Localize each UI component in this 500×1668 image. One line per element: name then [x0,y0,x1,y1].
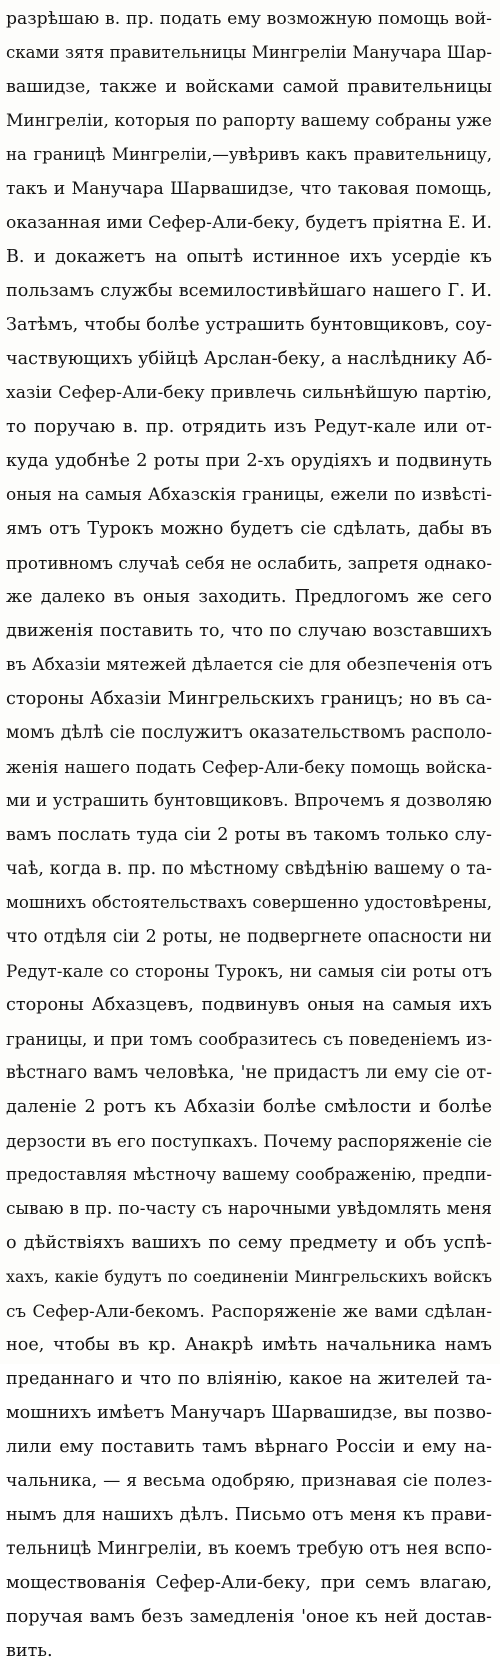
text-line: момъ дѣлѣ сіе послужитъ оказательствомъ располо- [6,723,492,743]
text-line: ми и устрашить бунтовщиковъ. Впрочемъ я дозволяю [6,791,492,811]
text-line: съ Сефер-Али-бекомъ. Распоряженіе же вами сдѣлан- [6,1301,492,1321]
text-line: хазіи Сефер-Али-беку привлечь сильнѣйшую партію, [6,383,492,403]
text-line: преданнаго и что по вліянію, какое на жителей та- [6,1369,492,1389]
text-line: лили ему поставить тамъ вѣрнаго Россіи и ему на- [6,1437,492,1457]
text-line: Мингреліи, которыя по рапорту вашему собраны уже [6,111,492,131]
text-line: оныя на самыя Абхазскія границы, ежели по извѣсті- [6,485,492,505]
text-line: стороны Абхазцевъ, подвинувъ оныя на самыя ихъ [6,995,492,1015]
text-line: противномъ случаѣ себя не ослабить, запретя однако- [6,553,492,573]
text-line: пользамъ службы всемилостивѣйшаго нашего Г. И. [6,281,492,301]
text-line: стороны Абхазіи Мингрельскихъ границъ; но въ са- [6,689,492,709]
text-line: мошнихъ имѣетъ Манучаръ Шарвашидзе, вы позво- [6,1403,492,1423]
text-line: вамъ послать туда сіи 2 роты въ такомъ только слу- [6,825,492,845]
text-line: даленіе 2 ротъ къ Абхазіи болѣе смѣлости и болѣе [6,1097,492,1117]
text-line: чаѣ, когда в. пр. по мѣстному свѣдѣнію вашему о та- [6,859,492,879]
text-line: оказанная ими Сефер-Али-беку, будетъ пріятна Е. И. [6,213,492,233]
text-line: Редут-кале со стороны Турокъ, ни самыя сіи роты отъ [6,961,492,981]
text-line: ное, чтобы въ кр. Анакрѣ имѣть начальника намъ [6,1335,492,1355]
text-line: Затѣмъ, чтобы болѣе устрашить бунтовщиковъ, соу- [6,315,492,335]
text-line: въ Абхазіи мятежей дѣлается сіе для обезпеченія отъ [6,655,492,675]
text-line: такъ и Манучара Шарвашидзе, что таковая помощь, [6,179,492,199]
text-line: вашидзе, также и войсками самой правительницы [6,77,492,97]
text-line: частвующихъ убійцѣ Арслан-беку, а наслѣднику Аб- [6,349,492,369]
text-line: ямъ отъ Турокъ можно будетъ сіе сдѣлать, дабы въ [6,519,492,539]
text-line: то поручаю в. пр. отрядить изъ Редут-кале или от- [6,417,492,437]
text-line: сываю в пр. по-часту съ нарочными увѣдомлять меня [6,1199,492,1219]
text-line: же далеко въ оныя заходить. Предлогомъ же сего [6,587,492,607]
body-text [6,2,492,1668]
text-line: чальника, — я весьма одобряю, признавая сіе полез- [6,1471,492,1491]
text-line: предоставляя мѣстночу вашему соображенію, предпи- [6,1165,492,1184]
text-line: поручая вамъ безъ замедленія 'оное къ ней достав- [6,1607,492,1627]
text-line: движенія поставить то, что по случаю возставшихъ [6,621,492,641]
text-line: В. и докажетъ на опытѣ истинное ихъ усердіе къ [6,247,492,267]
text-line: хахъ, какіе будутъ по соединеніи Мингрельскихъ войскъ [6,1267,492,1286]
text-line: мошнихъ обстоятельствахъ совершенно удостовѣрены, [6,893,492,912]
text-line: что отдѣля сіи 2 роты, не подвергнете опасности ни [6,927,492,947]
text-line: нымъ для нашихъ дѣлъ. Письмо отъ меня къ прави- [6,1505,492,1525]
text-line: сками зятя правительницы Мингреліи Манучара Шар- [6,43,492,62]
text-line: на границѣ Мингреліи,—увѣривъ какъ правительницу, [6,145,492,164]
text-line: моществованія Сефер-Али-беку, при семъ влагаю, [6,1573,492,1593]
text-line: границы, и при томъ сообразитесь съ поведеніемъ из- [6,1029,492,1049]
text-line: дерзости въ его поступкахъ. Почему распоряженіе сіе [6,1131,492,1151]
text-line: о дѣйствіяхъ вашихъ по сему предмету и объ успѣ- [6,1233,492,1253]
text-line: куда удобнѣе 2 роты при 2-хъ орудіяхъ и подвинуть [6,451,492,471]
text-line: женія нашего подать Сефер-Али-беку помощь войска- [6,757,492,777]
text-line: тельницѣ Мингреліи, въ коемъ требую отъ нея вспо- [6,1539,492,1559]
text-line: вить. [6,1641,53,1661]
text-line: разрѣшаю в. пр. подать ему возможную помощь вой- [6,9,492,29]
text-line: вѣстнаго вамъ человѣка, 'не придастъ ли ему сіе от- [6,1063,492,1083]
